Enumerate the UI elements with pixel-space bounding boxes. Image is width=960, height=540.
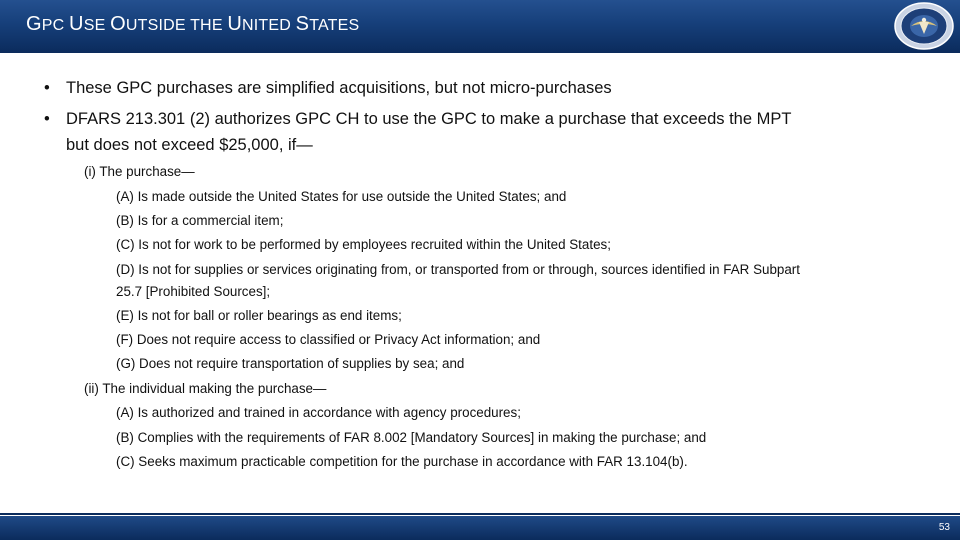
footer-rule (0, 513, 960, 515)
title-part: G (26, 13, 42, 35)
bullet-text: DFARS 213.301 (2) authorizes GPC CH to use the GPC to make a purchase that exceeds the MPT (66, 110, 792, 128)
bullet-dot-icon: • (44, 110, 50, 128)
condition-item: (A) Is made outside the United States for use outside the United States; and (116, 189, 567, 204)
title-part: NITED (242, 17, 296, 34)
slide-footer-bar (0, 516, 960, 540)
title-part: O (110, 13, 126, 35)
condition-item: (B) Is for a commercial item; (116, 213, 284, 228)
bullet-item (44, 107, 791, 131)
condition-item: (C) Is not for work to be performed by employees recruited within the United States; (116, 237, 611, 252)
condition-item-continuation: 25.7 [Prohibited Sources]; (116, 284, 271, 299)
condition-item: (D) Is not for supplies or services originating from, or transported from or through, sources identified in FAR Subpart (116, 262, 800, 277)
condition-item: (F) Does not require access to classified or Privacy Act information; and (116, 332, 541, 347)
title-part: U (227, 13, 242, 35)
title-part: PC (41, 17, 70, 34)
condition-item: (G) Does not require transportation of supplies by sea; and (116, 356, 465, 371)
condition-item: (B) Complies with the requirements of FAR 8.002 [Mandatory Sources] in making the purchase; and (116, 430, 707, 445)
condition-item: (A) Is authorized and trained in accordance with agency procedures; (116, 405, 521, 420)
condition-heading-i: (i) The purchase— (84, 164, 195, 179)
title-part: SE (83, 17, 111, 34)
condition-item: (C) Seeks maximum practicable competition for the purchase in accordance with FAR 13.104(b). (116, 454, 688, 469)
title-part: UTSIDE THE (125, 17, 228, 34)
title-part: TATES (309, 17, 360, 34)
condition-item: (E) Is not for ball or roller bearings as end items; (116, 308, 402, 323)
condition-heading-ii: (ii) The individual making the purchase— (84, 381, 327, 396)
bullet-continuation: but does not exceed $25,000, if— (66, 136, 313, 154)
page-number: 53 (938, 522, 950, 533)
bullet-dot-icon: • (44, 79, 50, 97)
bullet-text: These GPC purchases are simplified acquisitions, but not micro-purchases (66, 79, 612, 97)
bullet-item (44, 76, 612, 100)
title-part: U (69, 13, 84, 35)
title-part: S (295, 13, 310, 35)
